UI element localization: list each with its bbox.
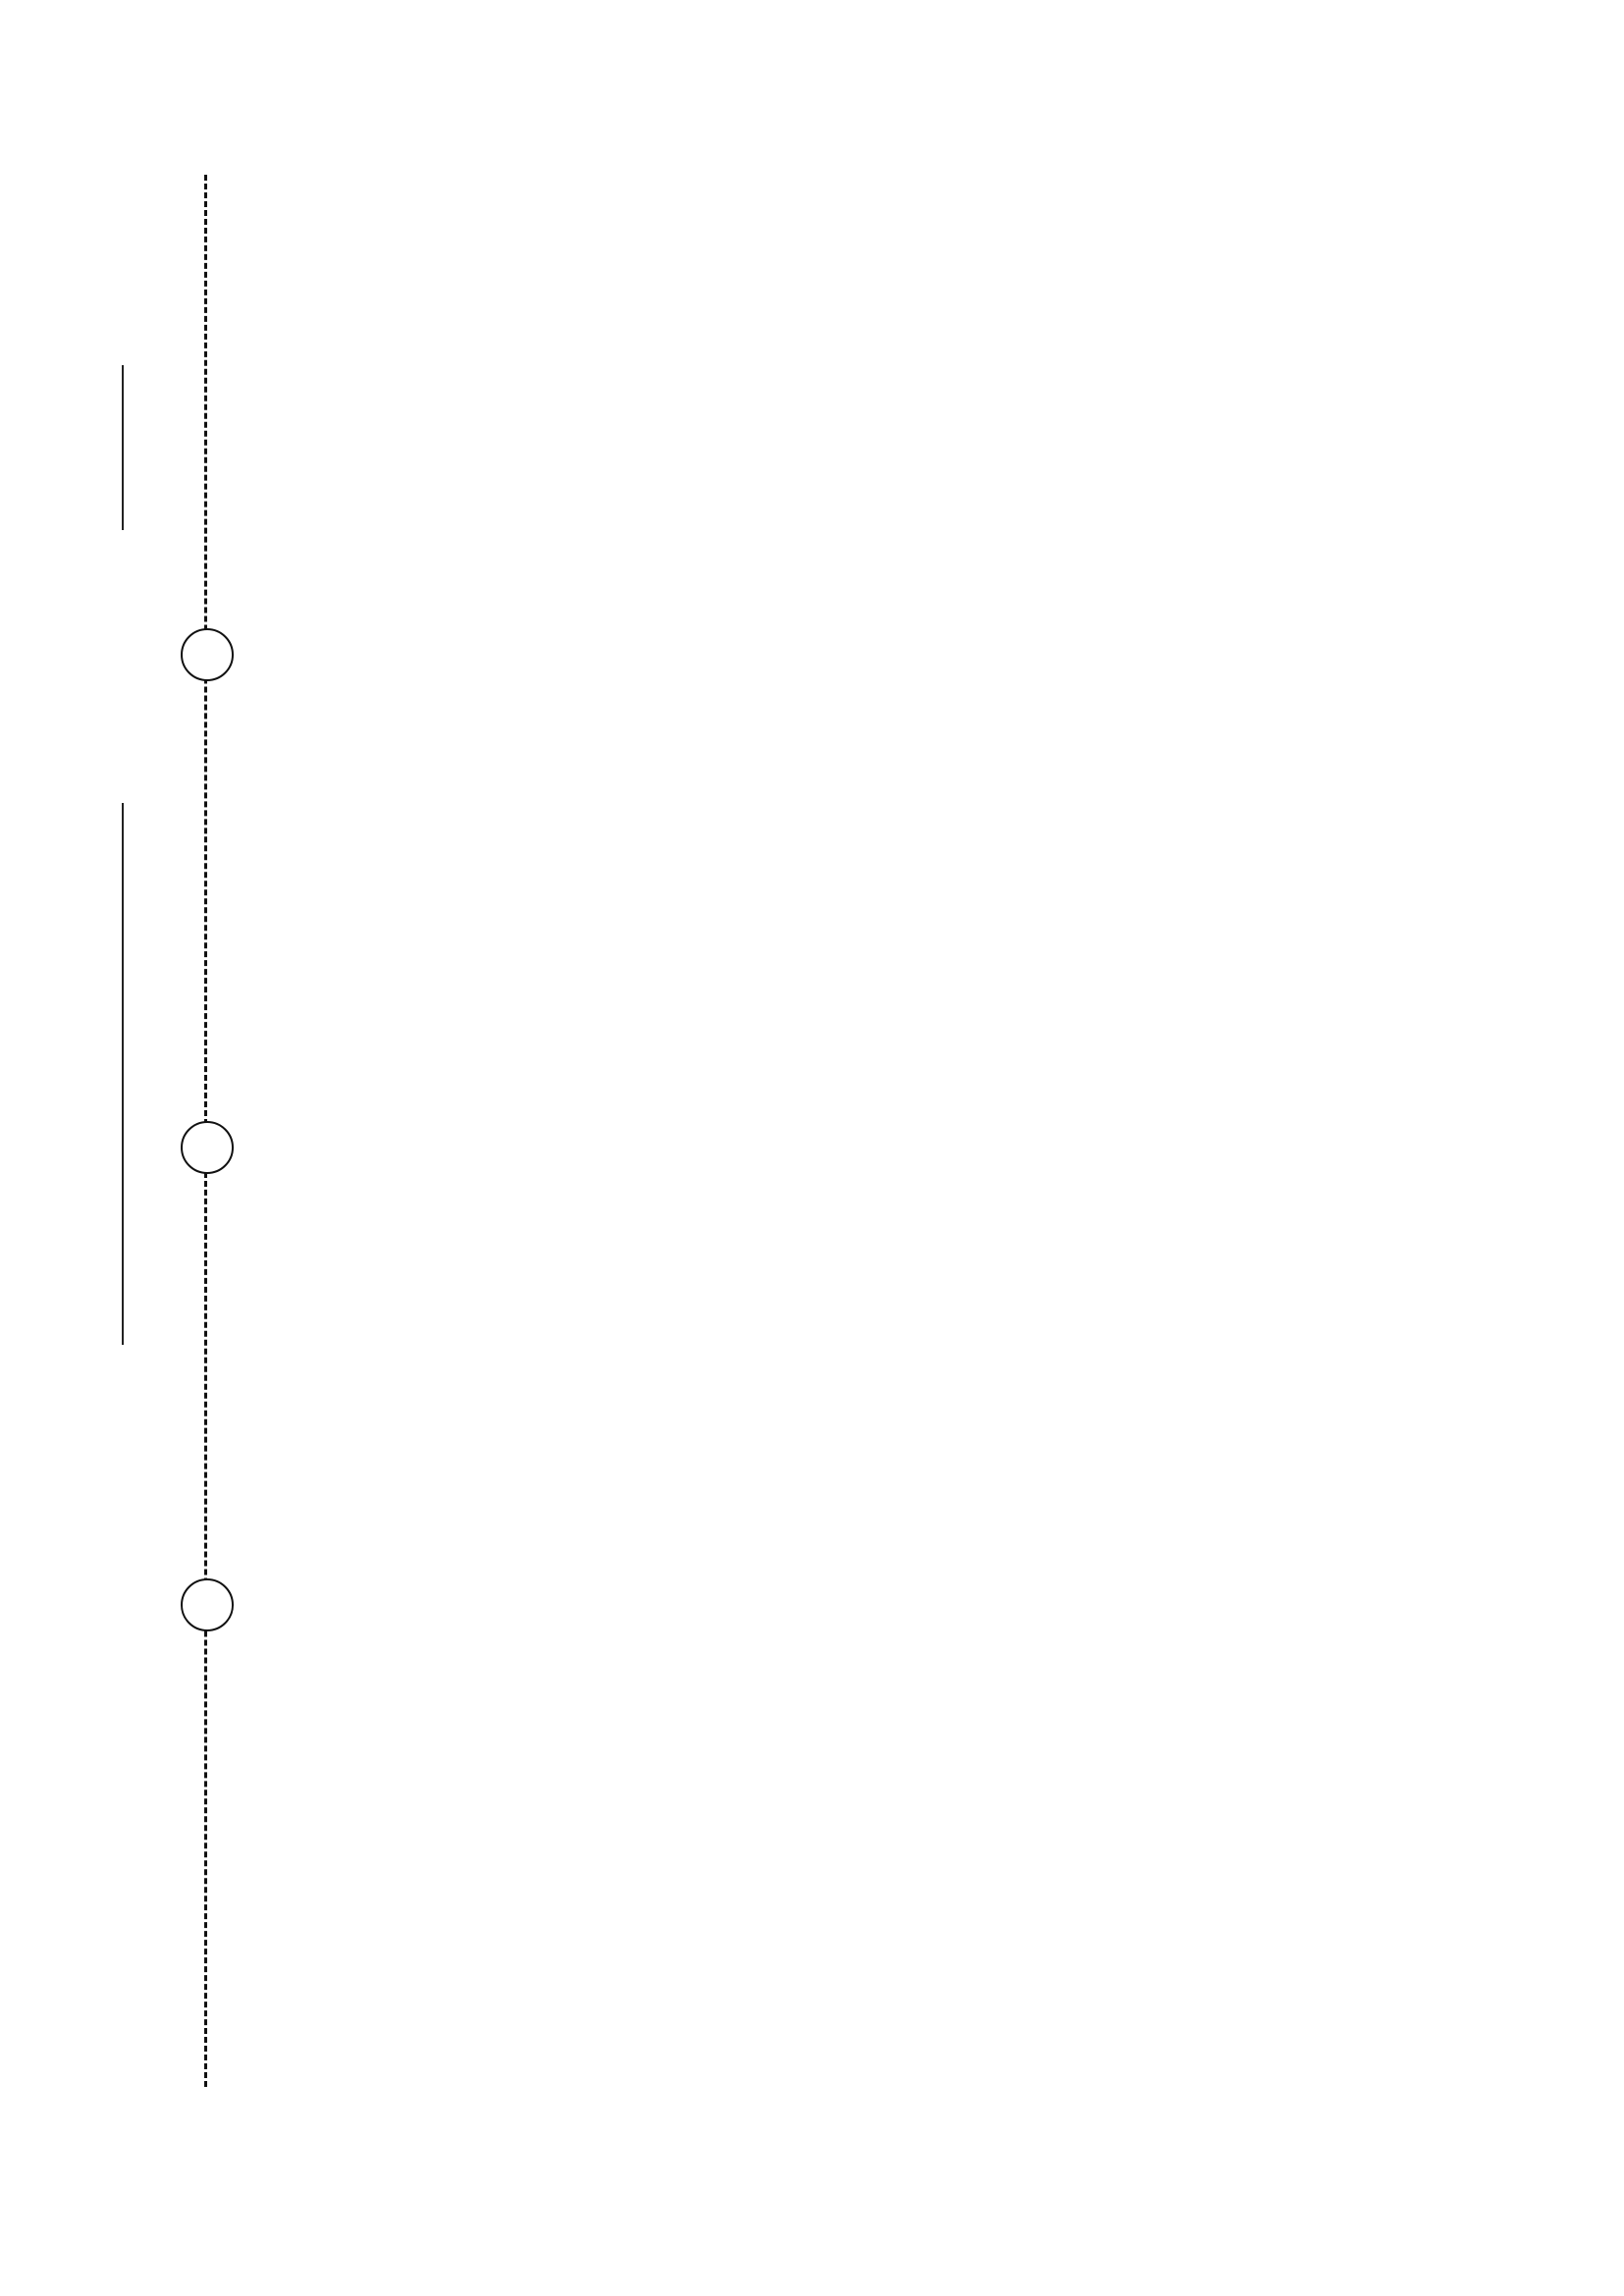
name-label bbox=[94, 991, 134, 1129]
seal-mark-seal bbox=[181, 1121, 234, 1174]
student-id-line[interactable] bbox=[122, 365, 124, 530]
seal-mark-line bbox=[181, 628, 234, 681]
seal-mark-secret bbox=[181, 1578, 234, 1631]
student-id-label bbox=[94, 648, 134, 785]
class-label bbox=[94, 1209, 134, 1347]
